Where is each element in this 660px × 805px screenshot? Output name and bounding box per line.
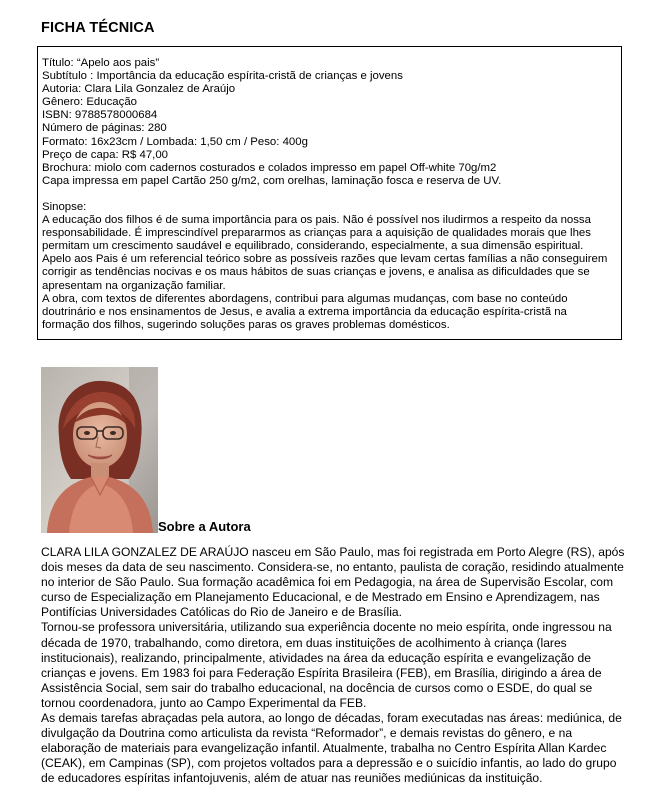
ficha-line-isbn: ISBN: 9788578000684: [42, 109, 158, 122]
sinopse-paragraph: A educação dos filhos é de suma importância para os pais. Não é possível nos iludirmos a respeito da nossa responsabilidade. É imprescindível prepararmos as crianças para a aquisição de qualidades morais que lhes permitam um crescimento saudável e equilibrado, considerando, especialmente, a sua dimensão espiritual.: [42, 214, 591, 253]
ficha-line-cover: Capa impressa em papel Cartão 250 g/m2, com orelhas, laminação fosca e reserva de UV.: [42, 174, 502, 187]
sinopse-label: Sinopse:: [42, 200, 87, 213]
bio-paragraph: Tornou-se professora universitária, utilizando sua experiência docente no meio espírita, onde ingressou na década de 1970, trabalhando, como diretora, em duas instituições de acolhimento à criança (lares institucionais), realizando, principalmente, atividades na área da educação espírita e evangelização de crianças e jovens. Em 1983 foi para Federação Espírita Brasileira (FEB), em Brasília, dirigindo a área de Assistência Social, sem sair do trabalho educacional, na docência de cursos como o ESDE, do qual se tornou coordenadora, junto ao Campo Experimental da FEB.: [41, 620, 612, 710]
bio-paragraph: CLARA LILA GONZALEZ DE ARAÚJO nasceu em São Paulo, mas foi registrada em Porto Alegre (RS), após dois meses da data de seu nascimento. Considera-se, no entanto, paulista de coração, residindo atualmente no interior de São Paulo. Sua formação acadêmica foi em Pedagogia, na área de Supervisão Escolar, com curso de Especialização em Planejamento Educacional, e de Mestrado em Ensino e Aprendizagem, nas Pontifícias Universidades Católicas do Rio de Janeiro e de Brasília.: [41, 545, 625, 620]
ficha-line-format: Formato: 16x23cm / Lombada: 1,50 cm / Peso: 400g: [42, 135, 308, 148]
author-portrait-image: [41, 367, 158, 533]
author-bio: [41, 545, 626, 787]
ficha-line-binding: Brochura: miolo com cadernos costurados e colados impresso em papel Off-white 70g/m2: [42, 161, 497, 174]
ficha-line-author: Autoria: Clara Lila Gonzalez de Araújo: [42, 83, 236, 96]
technical-sheet-box: [37, 46, 622, 340]
about-author-title: Sobre a Autora: [158, 519, 251, 534]
page-heading: FICHA TÉCNICA: [41, 20, 155, 36]
ficha-line-title: Título: “Apelo aos pais”: [42, 57, 160, 69]
ficha-line-genre: Gênero: Educação: [42, 96, 137, 109]
sinopse-paragraph: A obra, com textos de diferentes abordagens, contribui para algumas mudanças, com base no conteúdo doutrinário e nos ensinamentos de Jesus, e avalia a extrema importância da educação espírita-cristã na formação dos filhos, sugerindo soluções paras os graves problemas domésticos.: [42, 292, 568, 331]
ficha-line-pages: Número de páginas: 280: [42, 122, 167, 135]
bio-paragraph: As demais tarefas abraçadas pela autora, ao longo de décadas, foram executadas nas áreas: mediúnica, de divulgação da Doutrina como articulista da revista “Reformador”, e demais revistas do gênero, e na elaboração de materiais para evangelização infantil. Atualmente, trabalha no Centro Espírita Allan Kardec (CEAK), em Campinas (SP), com projetos voltados para a depressão e o suicídio infantis, ao lado do grupo de educadores espíritas infantojuvenis, além de atuar nas reuniões mediúnicas da instituição.: [41, 711, 622, 786]
author-photo: [41, 367, 158, 533]
ficha-line-price: Preço de capa: R$ 47,00: [42, 148, 169, 161]
ficha-line-subtitle: Subtítulo : Importância da educação espírita-cristã de crianças e jovens: [42, 70, 403, 83]
sinopse-paragraph: Apelo aos Pais é um referencial teórico sobre as possíveis razões que levam certas famílias a não conseguirem corrigir as tendências nocivas e os maus hábitos de suas crianças e jovens, e analisa as dificuldades que se apresentam na organização familiar.: [42, 253, 608, 292]
